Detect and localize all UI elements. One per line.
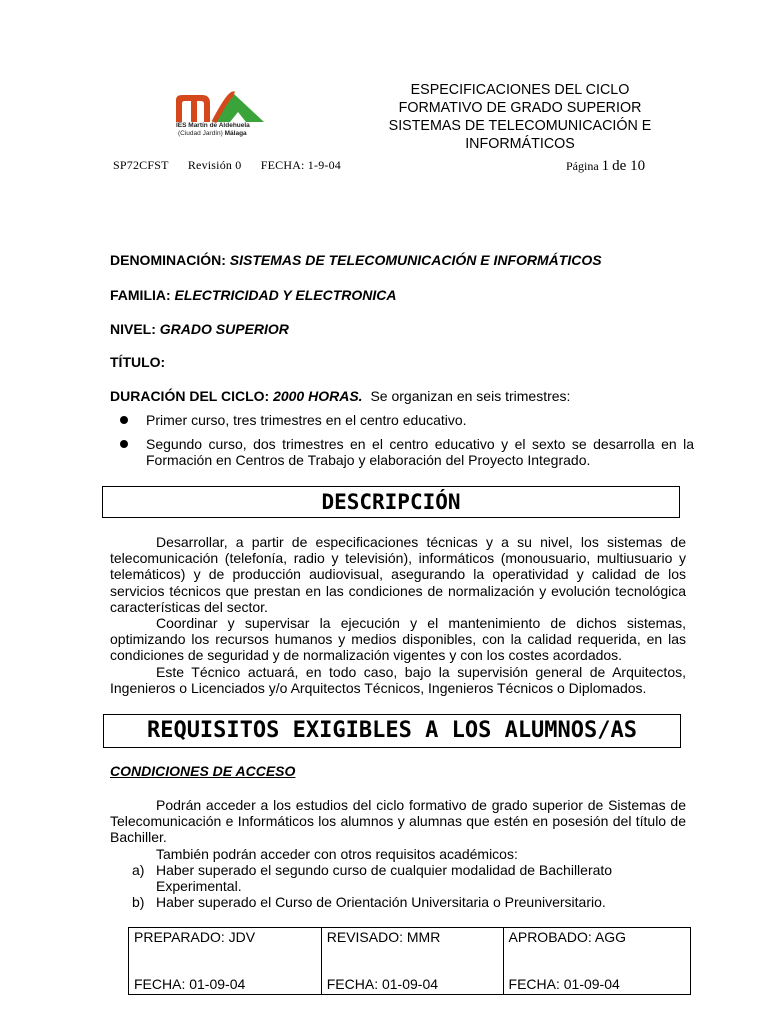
field-label: NIVEL: bbox=[110, 321, 156, 337]
field-value: GRADO SUPERIOR bbox=[159, 321, 289, 337]
bullet-icon bbox=[120, 416, 128, 424]
approval-role: PREPARADO: JDV bbox=[134, 929, 256, 945]
approval-table bbox=[128, 927, 691, 995]
paragraph: También podrán acceder con otros requisitos académicos: bbox=[156, 845, 518, 862]
document-code: SP72CFST bbox=[113, 158, 169, 172]
paragraph: Coordinar y supervisar la ejecución y el mantenimiento de dichos sistemas, optimizando los recursos humanos y medios disponibles, con la calidad requerida, en las condiciones de seguridad y de normalización vigentes y con los costes acordados. bbox=[110, 615, 686, 664]
approval-date: FECHA: 01-09-04 bbox=[326, 976, 439, 992]
school-logo bbox=[172, 90, 272, 148]
field-value: ELECTRICIDAD Y ELECTRONICA bbox=[174, 287, 397, 303]
title-line: INFORMÁTICOS bbox=[465, 136, 575, 152]
table-cell-aprobado bbox=[503, 928, 690, 995]
table-row bbox=[129, 928, 691, 995]
field-label: TÍTULO: bbox=[110, 354, 166, 370]
paragraph: Este Técnico actuará, en todo caso, bajo la supervisión general de Arquitectos, Ingenieros o Licenciados y/o Arquitectos Técnicos, Ingenieros Técnicos o Diplomados. bbox=[110, 663, 686, 696]
bullet-text: Primer curso, tres trimestres en el centro educativo. bbox=[146, 412, 467, 428]
document-title bbox=[360, 81, 680, 153]
list-item-text: Haber superado el segundo curso de cualquier modalidad de Bachillerato Experimental. bbox=[156, 862, 613, 895]
list-item bbox=[132, 894, 672, 910]
list-item bbox=[132, 862, 672, 894]
list-item bbox=[120, 412, 694, 429]
field-nivel bbox=[110, 321, 289, 337]
field-familia bbox=[110, 287, 397, 303]
field-label: DURACIÓN DEL CICLO: bbox=[110, 388, 270, 404]
list-item-text: Haber superado el Curso de Orientación Universitaria o Preuniversitario. bbox=[156, 894, 606, 911]
bullet-text: Segundo curso, dos trimestres en el centro educativo y el sexto se desarrolla en la Formación en Centros de Trabajo y elaboración del Proyecto Integrado. bbox=[146, 435, 694, 468]
field-label: FAMILIA: bbox=[110, 287, 171, 303]
document-meta bbox=[113, 158, 357, 173]
field-value: SISTEMAS DE TELECOMUNICACIÓN E INFORMÁTICOS bbox=[229, 252, 602, 268]
list-item bbox=[120, 436, 694, 469]
descripcion-body bbox=[110, 534, 686, 696]
page-indicator bbox=[566, 158, 645, 175]
approval-role: REVISADO: MMR bbox=[326, 929, 441, 945]
subheading-condiciones: CONDICIONES DE ACCESO bbox=[110, 763, 296, 779]
field-text: Se organizan en seis trimestres: bbox=[370, 388, 571, 404]
logo-district: (Ciudad Jardín) bbox=[178, 130, 223, 137]
field-label: DENOMINACIÓN: bbox=[110, 252, 226, 268]
title-line: SISTEMAS DE TELECOMUNICACIÓN E bbox=[388, 118, 652, 134]
table-cell-preparado bbox=[129, 928, 322, 995]
page-label: Página bbox=[566, 159, 599, 173]
page-number: 1 bbox=[601, 158, 610, 174]
approval-role: APROBADO: AGG bbox=[508, 929, 626, 945]
logo-city: Málaga bbox=[224, 130, 247, 137]
logo-location bbox=[178, 130, 247, 137]
paragraph: Podrán acceder a los estudios del ciclo formativo de grado superior de Sistemas de Telecomunicación e Informáticos los alumnos y alumnas que estén en posesión del título de Bachiller. bbox=[110, 797, 686, 846]
field-value: 2000 HORAS. bbox=[273, 388, 363, 404]
header-date: FECHA: 1-9-04 bbox=[260, 158, 341, 172]
bullet-list bbox=[120, 412, 694, 476]
list-item-label: a) bbox=[132, 862, 145, 878]
section-heading-descripcion: DESCRIPCIÓN bbox=[102, 486, 680, 518]
approval-date: FECHA: 01-09-04 bbox=[508, 976, 620, 992]
bullet-icon bbox=[120, 440, 128, 448]
field-denominacion bbox=[110, 252, 602, 268]
field-duracion bbox=[110, 388, 570, 404]
logo-school-name: IES Martín de Aldehuela bbox=[176, 122, 250, 129]
section-heading-requisitos: REQUISITOS EXIGIBLES A LOS ALUMNOS/AS bbox=[103, 714, 681, 748]
requisitos-list bbox=[132, 862, 672, 911]
list-item-label: b) bbox=[132, 894, 145, 911]
paragraph: Desarrollar, a partir de especificaciones técnicas y a su nivel, los sistemas de telecomunicación (telefonía, radio y televisión), informáticos (monousuario, multiusuario y telemáticos) y de producción audiovisual, asegurando la operatividad y calidad de los servicios técnicos que prestan en las condiciones de normalización y evolución tecnológica características del sector. bbox=[110, 534, 686, 615]
requisitos-body bbox=[110, 797, 686, 862]
approval-date: FECHA: 01-09-04 bbox=[134, 976, 246, 992]
page-total: de 10 bbox=[612, 158, 646, 174]
table-cell-revisado bbox=[321, 928, 503, 995]
title-line: ESPECIFICACIONES DEL CICLO bbox=[410, 82, 630, 98]
title-line: FORMATIVO DE GRADO SUPERIOR bbox=[398, 100, 642, 116]
field-titulo bbox=[110, 354, 165, 370]
revision-number: Revisión 0 bbox=[187, 158, 242, 172]
